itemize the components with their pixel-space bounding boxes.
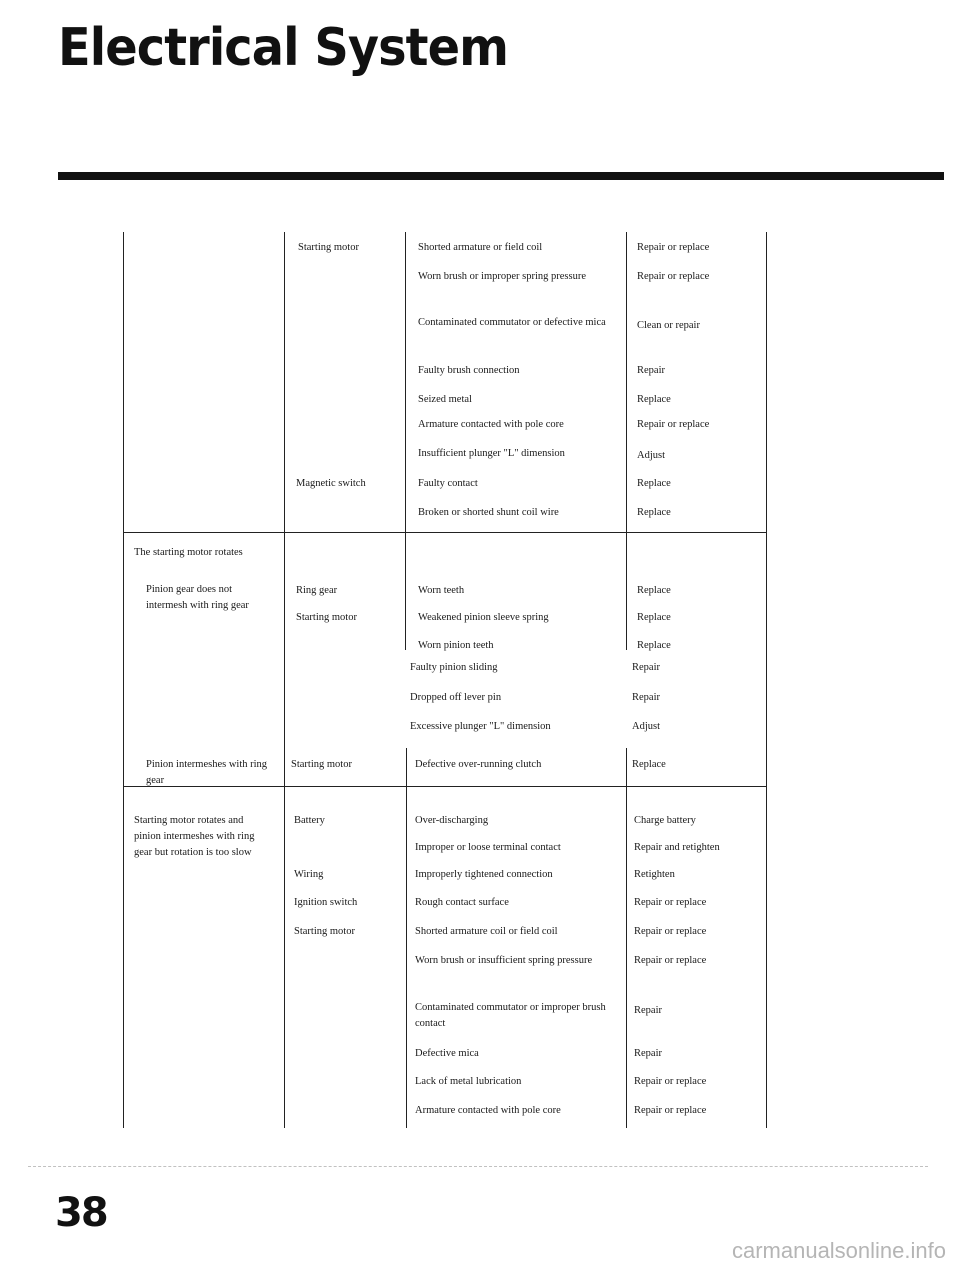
cause-cell: Improperly tightened connection <box>415 869 553 880</box>
cause-cell: Weakened pinion sleeve spring <box>418 612 549 623</box>
table-column-line <box>766 232 767 1128</box>
remedy-cell: Repair or replace <box>634 1076 707 1087</box>
part-cell: Ring gear <box>296 585 338 596</box>
symptom-cell: Pinion intermeshes with ring gear <box>146 759 268 786</box>
table-column-line <box>123 232 124 1128</box>
table-column-line <box>626 748 627 1128</box>
cause-cell: Seized metal <box>418 394 472 405</box>
remedy-cell: Retighten <box>634 869 675 880</box>
table-column-line <box>405 232 406 650</box>
remedy-cell: Replace <box>637 394 671 405</box>
table-column-line <box>284 232 285 1128</box>
table-column-line <box>626 232 627 650</box>
part-cell: Starting motor <box>291 759 352 770</box>
remedy-cell: Repair or replace <box>637 271 710 282</box>
part-cell: Wiring <box>294 869 324 880</box>
cause-cell: Improper or loose terminal contact <box>415 842 561 853</box>
remedy-cell: Repair or replace <box>637 242 710 253</box>
remedy-cell: Replace <box>637 585 671 596</box>
cause-cell: Contaminated commutator or defective mica <box>418 317 606 328</box>
remedy-cell: Replace <box>637 640 671 651</box>
remedy-cell: Repair <box>632 662 660 673</box>
cause-cell: Contaminated commutator or improper brush contact <box>415 1002 606 1029</box>
part-cell: Starting motor <box>294 926 355 937</box>
remedy-cell: Repair <box>634 1005 662 1016</box>
source-watermark: carmanualsonline.info <box>731 1238 946 1263</box>
table-column-line <box>406 748 407 1128</box>
symptom-cell: The starting motor rotates <box>134 547 243 558</box>
cause-cell: Faulty pinion sliding <box>410 662 498 673</box>
cause-cell: Over-discharging <box>415 815 489 826</box>
remedy-cell: Repair and retighten <box>634 842 720 853</box>
cause-cell: Defective over-running clutch <box>415 759 542 770</box>
remedy-cell: Repair <box>637 365 665 376</box>
remedy-cell: Clean or repair <box>637 320 700 331</box>
remedy-cell: Repair <box>632 692 660 703</box>
part-cell: Starting motor <box>296 612 357 623</box>
cause-cell: Faulty contact <box>418 478 478 489</box>
remedy-cell: Repair or replace <box>634 926 707 937</box>
remedy-cell: Adjust <box>632 721 661 732</box>
remedy-cell: Repair or replace <box>634 955 707 966</box>
part-cell: Magnetic switch <box>296 478 366 489</box>
table-row-divider <box>123 532 766 533</box>
cause-cell: Faulty brush connection <box>418 365 520 376</box>
cause-cell: Worn brush or improper spring pressure <box>418 271 586 282</box>
part-cell: Battery <box>294 815 325 826</box>
cause-cell: Lack of metal lubrication <box>415 1076 522 1087</box>
cause-cell: Worn brush or insufficient spring pressure <box>415 955 593 966</box>
remedy-cell: Charge battery <box>634 815 696 826</box>
cause-cell: Armature contacted with pole core <box>415 1105 561 1116</box>
header-rule <box>58 172 944 180</box>
page-number: 38 <box>55 1190 107 1236</box>
remedy-cell: Repair or replace <box>634 1105 707 1116</box>
remedy-cell: Repair or replace <box>637 419 710 430</box>
remedy-cell: Replace <box>637 612 671 623</box>
cause-cell: Excessive plunger "L" dimension <box>410 721 551 732</box>
cause-cell: Broken or shorted shunt coil wire <box>418 507 559 518</box>
cause-cell: Worn teeth <box>418 585 465 596</box>
cause-cell: Defective mica <box>415 1048 479 1059</box>
cause-cell: Shorted armature coil or field coil <box>415 926 558 937</box>
cause-cell: Shorted armature or field coil <box>418 242 543 253</box>
remedy-cell: Replace <box>637 478 671 489</box>
cause-cell: Worn pinion teeth <box>418 640 494 651</box>
cause-cell: Armature contacted with pole core <box>418 419 564 430</box>
cause-cell: Insufficient plunger "L" dimension <box>418 448 565 459</box>
part-cell: Starting motor <box>298 242 359 253</box>
remedy-cell: Repair or replace <box>634 897 707 908</box>
part-cell: Ignition switch <box>294 897 358 908</box>
cause-cell: Rough contact surface <box>415 897 509 908</box>
remedy-cell: Adjust <box>637 450 666 461</box>
symptom-cell: Pinion gear does not intermesh with ring gear <box>146 584 249 611</box>
cause-cell: Dropped off lever pin <box>410 692 502 703</box>
remedy-cell: Replace <box>632 759 666 770</box>
remedy-cell: Repair <box>634 1048 662 1059</box>
page-title: Electrical System <box>58 18 509 78</box>
remedy-cell: Replace <box>637 507 671 518</box>
scan-noise-line <box>28 1158 928 1167</box>
symptom-cell: Starting motor rotates and pinion intermeshes with ring gear but rotation is too slow <box>134 815 255 858</box>
